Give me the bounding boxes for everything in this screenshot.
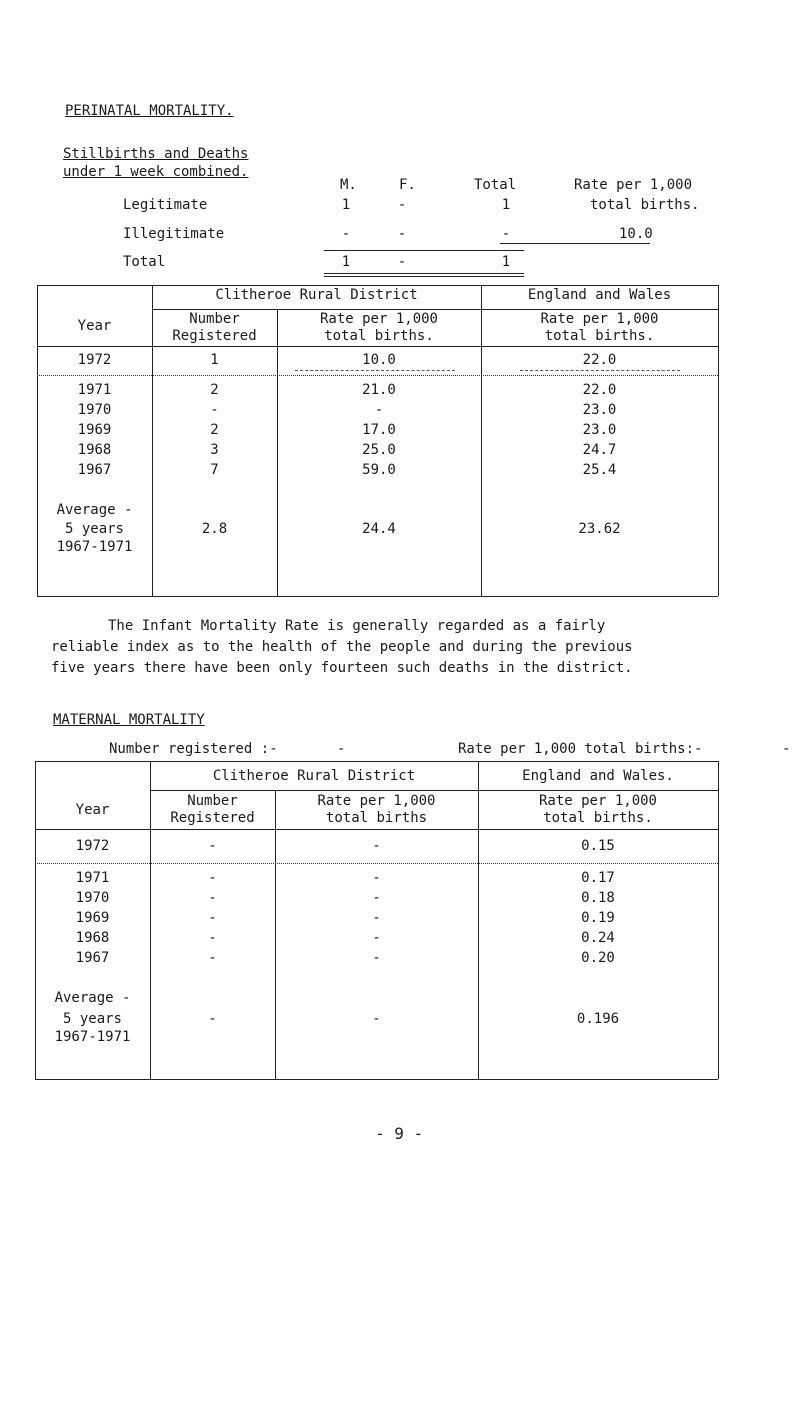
col-number-line2: Registered	[172, 328, 257, 344]
total-rule	[324, 250, 524, 251]
row-f: -	[397, 197, 407, 213]
maternal-number-value: -	[337, 741, 346, 757]
col-nat-rate-line2: total births.	[543, 810, 653, 826]
paragraph-line1: The Infant Mortality Rate is generally regarded as a fairly	[108, 618, 606, 634]
col-number-line1: Number	[187, 793, 238, 809]
row-m: -	[341, 226, 351, 242]
row-total: 1	[501, 197, 511, 213]
row-label: Legitimate	[123, 197, 208, 213]
maternal-rate-label: Rate per 1,000 total births:-	[458, 741, 703, 757]
row-m: 1	[341, 197, 351, 213]
row-f: -	[397, 254, 407, 270]
paragraph-line2: reliable index as to the health of the people and during the previous	[51, 639, 633, 655]
total-double-rule-2	[324, 276, 524, 277]
row-m: 1	[341, 254, 351, 270]
col-number-line1: Number	[189, 311, 240, 327]
maternal-number-label: Number registered :-	[109, 741, 278, 757]
group-local: Clitheroe Rural District	[212, 768, 416, 784]
group-national: England and Wales.	[522, 768, 674, 784]
total-double-rule-1	[324, 273, 524, 274]
col-year: Year	[77, 318, 112, 334]
col-nat-rate-line1: Rate per 1,000	[538, 793, 657, 809]
col-rate-line1: Rate per 1,000	[574, 177, 693, 193]
paragraph-line3: five years there have been only fourteen such deaths in the district.	[51, 660, 633, 676]
rate-value: 10.0	[619, 226, 653, 242]
col-rate-line2: total births	[325, 810, 428, 826]
stillbirths-heading-line2: under 1 week combined.	[63, 164, 249, 180]
col-f: F.	[399, 177, 416, 193]
row-label: Total	[123, 254, 166, 270]
maternal-rate-value: -	[782, 741, 791, 757]
maternal-heading: MATERNAL MORTALITY	[53, 712, 205, 728]
rate-underline	[500, 243, 650, 244]
group-local: Clitheroe Rural District	[215, 287, 418, 303]
col-rate-line2: total births.	[324, 328, 434, 344]
col-year: Year	[75, 802, 110, 818]
col-nat-rate-line2: total births.	[544, 328, 655, 344]
group-national: England and Wales	[527, 287, 672, 303]
col-nat-rate-line1: Rate per 1,000	[540, 311, 659, 327]
page-number: - 9 -	[375, 1124, 424, 1143]
page-title: PERINATAL MORTALITY.	[65, 103, 234, 119]
row-total: 1	[501, 254, 511, 270]
col-rate-line1: Rate per 1,000	[319, 311, 438, 327]
row-f: -	[397, 226, 407, 242]
row-label: Illegitimate	[123, 226, 225, 242]
col-rate-line1: Rate per 1,000	[317, 793, 436, 809]
stillbirths-heading-line1: Stillbirths and Deaths	[63, 146, 249, 162]
col-number-line2: Registered	[170, 810, 255, 826]
col-total: Total	[474, 177, 517, 193]
col-rate-line2: total births.	[590, 197, 700, 213]
row-total: -	[501, 226, 511, 242]
col-m: M.	[340, 177, 357, 193]
